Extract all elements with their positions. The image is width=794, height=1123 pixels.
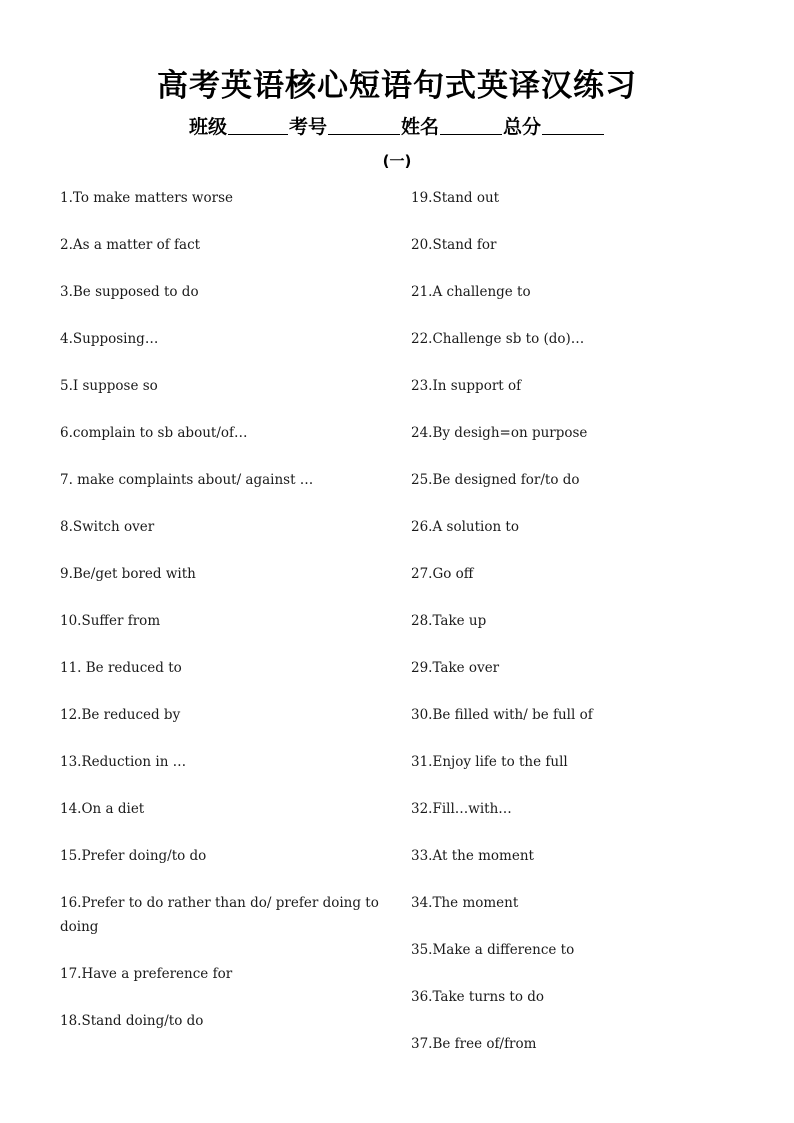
score-label: 总分 bbox=[503, 116, 542, 138]
phrase-item: 10.Suffer from bbox=[60, 613, 161, 629]
phrase-item: 34.The moment bbox=[411, 895, 519, 911]
class-label: 班级 bbox=[188, 116, 227, 138]
phrase-item: 18.Stand doing/to do bbox=[60, 1013, 204, 1029]
phrase-item: 12.Be reduced by bbox=[60, 707, 181, 723]
phrase-item: 26.A solution to bbox=[411, 519, 519, 535]
phrase-item: 2.As a matter of fact bbox=[60, 237, 201, 253]
phrase-item: 9.Be/get bored with bbox=[60, 566, 196, 582]
phrase-item: 20.Stand for bbox=[411, 237, 497, 253]
name-blank[interactable] bbox=[440, 116, 502, 135]
phrase-item: 27.Go off bbox=[411, 566, 474, 582]
phrase-item: 5.I suppose so bbox=[60, 378, 158, 394]
phrase-item: 1.To make matters worse bbox=[60, 190, 233, 206]
score-blank[interactable] bbox=[542, 116, 604, 135]
phrase-item: 36.Take turns to do bbox=[411, 989, 545, 1005]
right-column bbox=[411, 186, 751, 1079]
phrase-item: 15.Prefer doing/to do bbox=[60, 848, 207, 864]
exam-number-label: 考号 bbox=[288, 116, 327, 138]
phrase-item: 6.complain to sb about/of… bbox=[60, 425, 248, 441]
phrase-item: 30.Be filled with/ be full of bbox=[411, 707, 593, 723]
phrase-item: 3.Be supposed to do bbox=[60, 284, 199, 300]
name-label: 姓名 bbox=[401, 116, 440, 138]
section-heading: (一) bbox=[382, 152, 412, 170]
phrase-item: 35.Make a difference to bbox=[411, 942, 575, 958]
phrase-item: 25.Be designed for/to do bbox=[411, 472, 580, 488]
phrase-item: 37.Be free of/from bbox=[411, 1036, 537, 1052]
page-title: 高考英语核心短语句式英译汉练习 bbox=[157, 68, 637, 104]
phrase-item: 19.Stand out bbox=[411, 190, 500, 206]
phrase-item: 7. make complaints about/ against … bbox=[60, 472, 314, 488]
phrase-item: 16.Prefer to do rather than do/ prefer doing to doing bbox=[60, 895, 379, 935]
phrase-item: 23.In support of bbox=[411, 378, 522, 394]
phrase-item: 8.Switch over bbox=[60, 519, 155, 535]
phrase-item: 32.Fill…with… bbox=[411, 801, 512, 817]
left-column bbox=[60, 186, 380, 1056]
phrase-item: 13.Reduction in … bbox=[60, 754, 187, 770]
phrase-item: 31.Enjoy life to the full bbox=[411, 754, 568, 770]
student-info-line bbox=[0, 112, 794, 139]
phrase-item: 4.Supposing… bbox=[60, 331, 159, 347]
phrase-item: 28.Take up bbox=[411, 613, 487, 629]
phrase-item: 14.On a diet bbox=[60, 801, 145, 817]
class-blank[interactable] bbox=[228, 116, 288, 135]
phrase-item: 21.A challenge to bbox=[411, 284, 531, 300]
phrase-item: 11. Be reduced to bbox=[60, 660, 182, 676]
phrase-item: 22.Challenge sb to (do)… bbox=[411, 331, 585, 347]
phrase-item: 17.Have a preference for bbox=[60, 966, 233, 982]
phrase-item: 24.By desigh=on purpose bbox=[411, 425, 588, 441]
phrase-item: 29.Take over bbox=[411, 660, 500, 676]
exam-number-blank[interactable] bbox=[328, 116, 400, 135]
phrase-item: 33.At the moment bbox=[411, 848, 534, 864]
